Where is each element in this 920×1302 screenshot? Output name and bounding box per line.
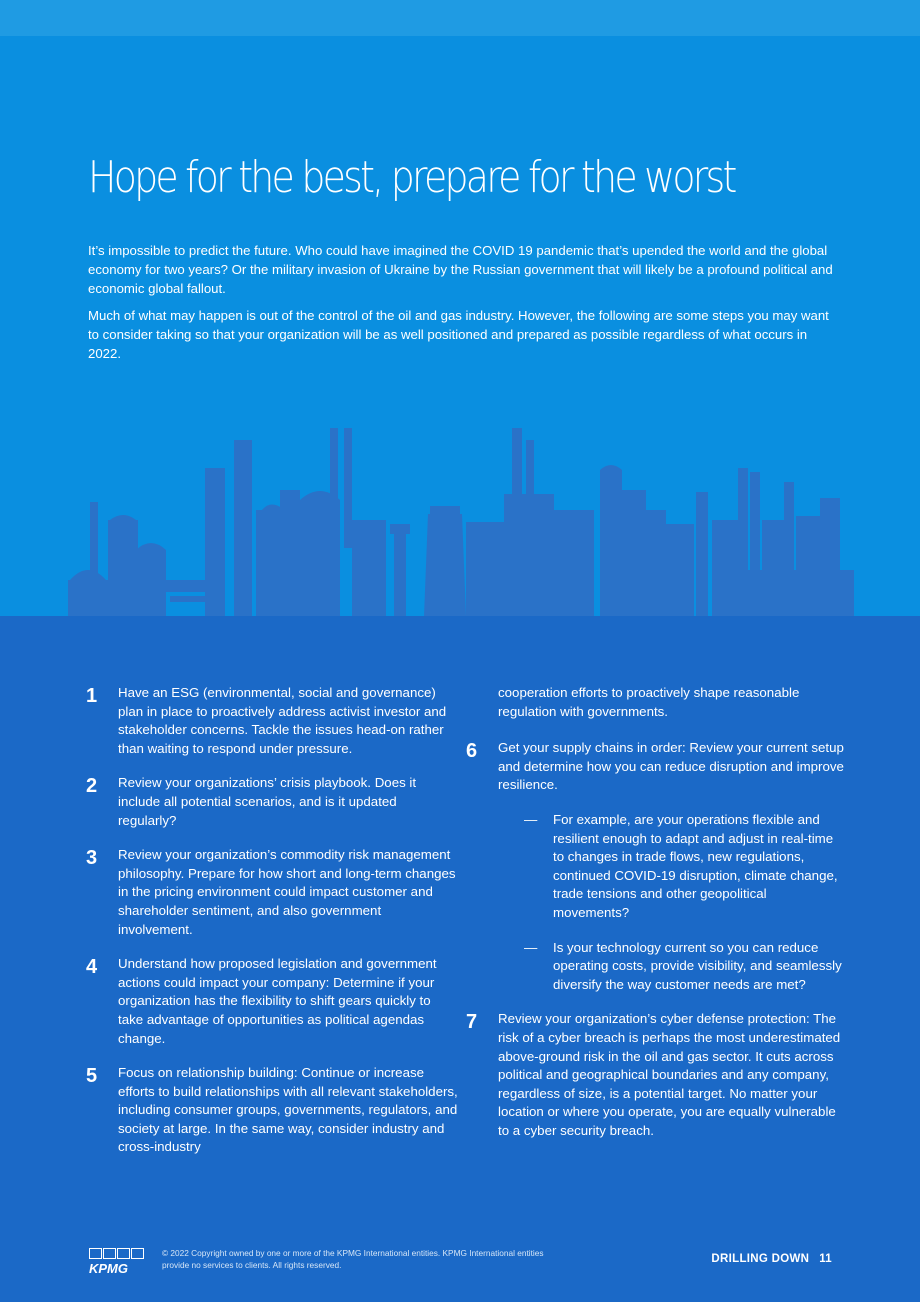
sub-bullet-text: For example, are your operations flexible and resilient enough to adapt and adjust in real-time to changes in trade flows, new regulations, continued COVID-19 disruption, climate change, trade tensions and other geopolitical movements?: [553, 811, 838, 920]
sub-bullet: [466, 939, 846, 995]
step-number: 7: [466, 1011, 478, 1034]
top-band: [0, 0, 920, 36]
steps-right-column: [466, 684, 846, 1156]
dash-bullet: —: [524, 939, 538, 955]
step-text: Review your organizations’ crisis playbook. Does it include all potential scenarios, and is it updated regularly?: [118, 775, 417, 828]
step-text: Focus on relationship building: Continue or increase efforts to build relationships with all relevant stakeholders, including consumer groups, governments, regulators, and society at large. In the same way, consider industry and cross-industry: [118, 1065, 458, 1155]
step-item: [86, 846, 458, 939]
publication-name: DRILLING DOWN: [711, 1253, 810, 1265]
step-number: 2: [86, 775, 98, 798]
step-text: Get your supply chains in order: Review your current setup and determine how you can reduce disruption and improve resilience.: [498, 740, 844, 793]
step-number: 5: [86, 1065, 98, 1088]
step-number: 1: [86, 685, 98, 707]
steps-left-column: [86, 684, 458, 1173]
step-item: [86, 955, 458, 1048]
intro-paragraph-2: Much of what may happen is out of the control of the oil and gas industry. However, the following are some steps you may want to consider taking so that your organization will be as well positioned and prepared as possible regardless of what occurs in 2022.: [88, 308, 829, 361]
dash-bullet: —: [524, 811, 538, 827]
step-item: [86, 774, 458, 830]
step-item: [466, 1010, 846, 1140]
kpmg-logo-wordmark: KPMG: [89, 1261, 128, 1275]
step-text: Have an ESG (environmental, social and governance) plan in place to proactively address activist investor and stakeholder concerns. Tackle the issues head-on rather than waiting to respond under pressure.: [118, 685, 447, 756]
page-footer: [711, 1253, 832, 1265]
step-item: [86, 684, 458, 758]
page-title: Hope for the best, prepare for the worst: [88, 152, 735, 203]
step-number: 4: [86, 956, 98, 979]
step-number: 6: [466, 740, 478, 763]
step-item: [466, 739, 846, 795]
step-item: [86, 1064, 458, 1157]
copyright-notice: © 2022 Copyright owned by one or more of the KPMG International entities. KPMG International entities provide no services to clients. All rights reserved.: [162, 1248, 544, 1270]
sub-bullet-text: Is your technology current so you can reduce operating costs, provide visibility, and seamlessly diversify the way customer needs are met?: [553, 939, 842, 992]
step-text: Review your organization’s cyber defense protection: The risk of a cyber breach is perhaps the most underestimated above-ground risk in the oil and gas sector. It cuts across political and geographical boundaries and any company, regardless of size, is a potential target. No matter your location or where you operate, you are equally vulnerable to a cyber security breach.: [498, 1011, 841, 1138]
step-5-continuation: cooperation efforts to proactively shape reasonable regulation with governments.: [498, 685, 800, 719]
sub-bullet: [466, 811, 846, 923]
intro-paragraph-1: It’s impossible to predict the future. Who could have imagined the COVID 19 pandemic that’s upended the world and the global economy for two years? Or the military invasion of Ukraine by the Russian government that will likely be a profound political and economic global fallout.: [88, 243, 833, 296]
page-number: 11: [819, 1253, 832, 1265]
kpmg-logo: [88, 1247, 146, 1275]
step-text: Review your organization’s commodity risk management philosophy. Prepare for how short and long-term changes in the pricing environment could impact customer and shareholder sentiment, and also government involvement.: [118, 847, 456, 937]
step-number: 3: [86, 847, 98, 870]
step-text: Understand how proposed legislation and government actions could impact your company: Determine if your organization has the flexibility to shift gears quickly to take advantage of opportunities as political agendas change.: [118, 956, 437, 1046]
refinery-skyline-illustration: [0, 420, 920, 620]
